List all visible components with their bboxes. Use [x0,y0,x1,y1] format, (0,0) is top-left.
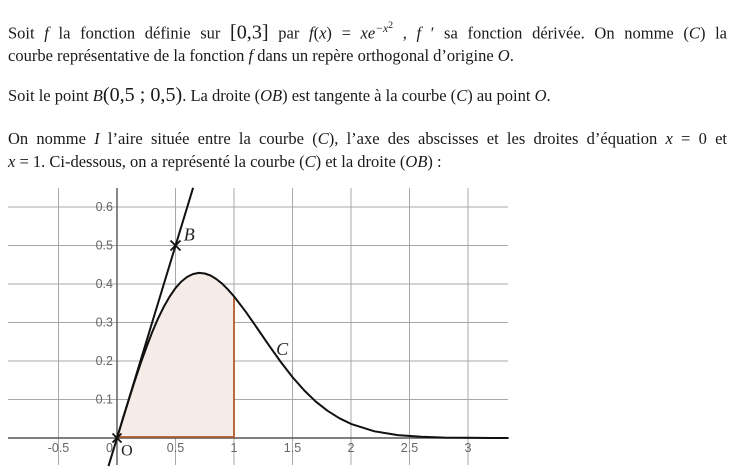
x-tick-label-2: 2 [347,441,355,455]
paragraph-intro-function-line-1 [8,14,727,44]
y-tick-label-0.6: 0.6 [95,200,113,214]
y-tick-label-0.3: 0.3 [95,315,113,330]
text-segment: f [44,23,49,43]
paragraph-intro-function-line-2 [8,44,727,67]
text-segment: = 0 et [672,129,727,149]
y-tick-label-0.1: 0.1 [95,392,113,407]
text-segment: , [393,23,417,43]
point-label-C: C [276,339,289,360]
point-label-B: B [183,224,195,245]
paragraph-area-I-definition-line-2 [8,150,727,173]
text-segment: C [304,152,316,172]
text-segment: f [416,23,422,43]
text-segment: Soit le point [8,86,93,106]
text-segment: C [688,23,700,43]
text-segment: par [268,23,309,43]
text-segment: x [319,23,327,43]
x-tick-label-1.5: 1.5 [283,441,302,455]
y-tick-label-0.4: 0.4 [95,277,113,291]
text-segment: B [92,86,103,106]
text-segment: ) = [326,23,361,43]
x-tick-label--0.5: -0.5 [47,441,70,455]
text-segment: dans un repère orthogonal d’origine [253,46,498,66]
text-segment: l’aire située entre la courbe ( [99,129,318,149]
text-segment: f [308,23,314,43]
paragraph-area-I-definition [8,127,727,173]
text-segment: ′ sa fonction dérivée. On nomme ( [421,23,689,43]
paragraph-point-B-tangent-line-1 [8,84,727,107]
text-segment: ) la [699,23,728,43]
text-segment: f [248,46,254,66]
text-segment: I [94,129,100,149]
text-segment: ( [313,23,320,43]
text-segment: C [456,86,468,106]
text-segment: OB [260,86,283,106]
x-tick-label-3: 3 [464,441,472,455]
x-tick-label-2.5: 2.5 [400,441,419,455]
text-segment: x [8,152,16,172]
y-tick-label-0.2: 0.2 [95,354,113,368]
text-segment: On nomme [8,129,95,149]
x-tick-label-1: 1 [230,441,238,455]
text-segment: ) et la droite ( [315,152,406,172]
paragraph-intro-function [8,14,727,67]
text-segment: . [509,46,514,66]
text-segment: = 1. Ci-dessous, on a représenté la courbe ( [15,152,305,172]
text-segment: OB [405,152,428,172]
text-segment: . La droite ( [182,86,261,106]
text-segment: ), l’axe des abscisses et les droites d’équation [328,129,666,149]
text-segment: 2 [388,20,394,31]
point-label-O: O [121,442,133,460]
problem-text [8,14,727,173]
function-graph [0,185,520,467]
text-segment: xe [360,23,376,43]
text-segment: [0,3] [230,21,269,44]
x-tick-label-0: 0 [106,441,113,455]
y-tick-label-0.5: 0.5 [95,238,113,253]
text-segment: ) est tangente à la courbe ( [282,86,457,106]
grid-lines [8,188,508,465]
paragraph-area-I-definition-line-1 [8,127,727,150]
text-segment: C [317,129,329,149]
text-segment: (0,5 ; 0,5) [102,84,183,107]
text-segment: x [665,129,673,149]
text-segment: ) : [427,152,442,172]
x-tick-label-0.5: 0.5 [166,441,185,455]
graph-container [0,185,520,467]
paragraph-point-B-tangent [8,84,727,107]
text-segment: O [534,86,547,106]
text-segment: . [546,86,551,106]
shaded-area-I [117,273,234,438]
text-segment: O [497,46,510,66]
text-segment: −x [375,23,389,36]
text-segment: la fonction définie sur [48,23,231,43]
text-segment: courbe représentative de la fonction [8,46,249,66]
text-segment: Soit [8,23,45,43]
text-segment: ) au point [467,86,535,106]
